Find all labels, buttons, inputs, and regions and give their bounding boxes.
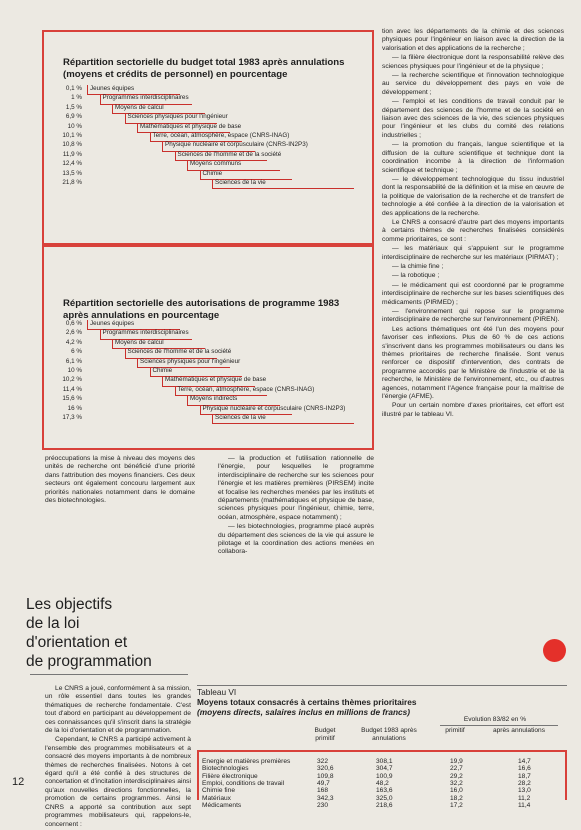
programme-label-8: Moyens indirects xyxy=(190,395,238,403)
table-cell-b83: 304,7 xyxy=(376,765,393,773)
rightcol-paragraph: Les actions thématiques ont été l'un des moyens pour favoriser ces inflexions. Plus de 60 % de ces actions s'inscrivent dans les programmes mobilisateurs ou dans les thèmes prioritaires de recherche finalisée. Sont venus renforcer ce dispositif d'intervention, des contrats de programme accordés par le Ministère de l'industrie et de la recherche, le Ministère de l'environnement, etc., ou d'autres agences, notamment l'Agence française pour la maîtrise de l'énergie (AFME). xyxy=(382,325,564,401)
table-cell-theme: Energie et matières premières xyxy=(202,758,291,765)
budget-pct-4: 10 % xyxy=(67,122,82,130)
rightcol-paragraph: — les matériaux qui s'appuient sur le programme interdisciplinaire de recherche sur les matériaux (PIRMAT) ; xyxy=(382,245,564,261)
table-cell-b83: 325,0 xyxy=(376,794,393,802)
budget-step-riser-3 xyxy=(125,113,126,122)
programme-pct-1: 2,6 % xyxy=(65,329,82,337)
budget-label-1: Programmes interdisciplinaires xyxy=(102,94,189,102)
leftcol-paragraph: Le CNRS a joué, conformément à sa mission, un rôle essentiel dans toutes les grandes thématiques de recherche fondamentale. C'est tout d'abord en participant au développement de ces connaissances qu'il s'inscrit dans la stratégie de la loi d'orientation et de programmation. xyxy=(45,685,191,735)
programme-step-riser-5 xyxy=(150,367,151,376)
table-cell-theme: Biotechnologies xyxy=(202,765,249,773)
decorative-red-dot xyxy=(543,639,566,662)
rightcol-paragraph: Pour un certain nombre d'axes prioritaires, cet effort est illustré par le tableau VI. xyxy=(382,402,564,418)
programme-label-10: Sciences de la vie xyxy=(215,414,266,421)
table-cell-ea: 11,4 xyxy=(518,801,531,809)
programme-pct-9: 16 % xyxy=(67,404,82,412)
evolution-header: Evolution 83/82 en % xyxy=(463,716,527,723)
table-cell-bp: 230 xyxy=(317,801,329,809)
budget-pct-2: 1,5 % xyxy=(65,103,82,111)
budget-label-8: Moyens communs xyxy=(190,160,242,168)
table-cell-theme: Matériaux xyxy=(202,794,231,802)
budget-pct-6: 10,8 % xyxy=(62,141,82,149)
budget-label-0: Jeunes équipes xyxy=(90,85,135,92)
heading-line: de la loi xyxy=(26,615,80,632)
table-cell-b83: 308,1 xyxy=(376,758,393,765)
programme-label-4: Sciences physiques pour l'ingénieur xyxy=(140,357,241,365)
leftcol-paragraph: Cependant, le CNRS a participé activement à l'ensemble des programmes mobilisateurs et a consacré des moyens importants à de nombreux thèmes de recherches finalisées. Notons à cet égard qu'il a été confié à des structures de concertation et d'incitation interdisciplinaires ainsi qu'aux nouvelles directions fonctionnelles, la promotion de certains programmes. Ainsi le CNRS a apporté sa contribution aux sept programmes mobilisateurs qui, rappelons-le, concernent : xyxy=(45,736,191,828)
budget-chart-staircase xyxy=(52,85,372,198)
budget-pct-1: 1 % xyxy=(71,94,82,102)
budget-label-6: Physique nucléaire et corpusculaire (CNRS-IN2P3) xyxy=(165,141,308,149)
table-cell-ea: 28,2 xyxy=(518,779,531,787)
budget-label-3: Sciences physiques pour l'ingénieur xyxy=(127,113,228,121)
programme-step-riser-7 xyxy=(175,386,176,395)
budget-chart-title: Répartition sectorielle du budget total 1983 après annulations (moyens et crédits de personnel) en pourcentage xyxy=(63,57,345,80)
rightcol-paragraph: — la robotique ; xyxy=(392,272,440,280)
rightcol-paragraph: — le développement technologique du tissu industriel dont la responsabilité de la définition et la mise en œuvre de la politique de valorisation de la recherche et de transfert de technologie a été confiée à la direction de la valorisation et des applications de la recherche. xyxy=(382,175,564,217)
rightcol-paragraph: — la promotion du français, langue scientifique et la diffusion de la culture scientifique et technique dont la coordination incombe à la direction de l'information scientifique et technique ; xyxy=(382,141,564,174)
col-apres-annulations: après annulations xyxy=(492,727,546,734)
programme-pct-8: 15,6 % xyxy=(62,395,82,403)
table-cell-b83: 48,2 xyxy=(376,779,389,787)
table-cell-theme: Chimie fine xyxy=(202,787,235,795)
programme-step-riser-10 xyxy=(212,414,213,423)
heading-line: Les objectifs xyxy=(26,596,113,613)
programme-step-tread-10 xyxy=(212,423,354,424)
table-cell-bp: 322 xyxy=(317,758,329,765)
table-cell-ep: 19,9 xyxy=(450,758,463,765)
mid-center-text-column xyxy=(218,455,374,558)
left-text-column xyxy=(45,685,191,830)
programme-label-3: Sciences de l'homme et de la société xyxy=(127,348,232,356)
budget-pct-8: 12,4 % xyxy=(62,160,82,168)
programme-chart-title: Répartition sectorielle des autorisations de programme 1983 après annulations en pourcentage xyxy=(63,298,340,321)
budget-step-riser-6 xyxy=(162,141,163,150)
table-top-rule xyxy=(197,685,567,686)
table-cell-ea: 18,7 xyxy=(518,772,531,780)
rightcol-paragraph: — l'environnement qui repose sur le programme interdisciplinaire de recherche sur l'environnement (PIREN). xyxy=(382,308,564,324)
table-cell-ep: 22,7 xyxy=(450,765,463,773)
programme-pct-7: 11,4 % xyxy=(62,385,82,393)
budget-pct-10: 21,8 % xyxy=(62,179,82,186)
table-cell-bp: 49,7 xyxy=(317,779,330,787)
midcenter-paragraph: — la production et l'utilisation rationnelle de l'énergie, pour lesquelles le programme interdisciplinaire de recherche sur les sciences pour l'énergie et les matières premières (PIRSEM) incite et focalise les recherches menées par les instituts et départements (mathématiques et physique de base, sciences physiques pour l'ingénieur, chimie, terre, océan, atmosphère, espace notamment) ; xyxy=(218,455,374,521)
budget-step-tread-10 xyxy=(212,188,354,189)
table-row xyxy=(200,802,560,810)
rightcol-paragraph: — la chimie fine ; xyxy=(392,262,444,270)
programme-chart-staircase xyxy=(52,320,372,433)
heading-line: de programmation xyxy=(26,653,152,670)
budget-step-riser-5 xyxy=(150,132,151,141)
budget-step-riser-9 xyxy=(200,170,201,179)
heading-line: d'orientation et xyxy=(26,634,128,651)
programme-step-riser-9 xyxy=(200,405,201,414)
programme-label-6: Mathématiques et physique de base xyxy=(165,376,267,384)
table-cell-ep: 32,2 xyxy=(450,779,463,787)
table-cell-bp: 320,6 xyxy=(317,765,334,773)
table-cell-ep: 17,2 xyxy=(450,801,463,809)
midleft-paragraph: préoccupations la mise à niveau des moyens des unités de recherche ont bénéficié d'une priorité dans l'attribution des moyens financiers. Ces deux secteurs ont également concouru largement aux priorités nationales notamment dans le domaine des biotechnologies. xyxy=(45,455,195,505)
budget-step-riser-1 xyxy=(100,94,101,103)
col-budget-1983: Budget 1983 après annulations xyxy=(361,727,417,742)
programme-step-riser-3 xyxy=(125,348,126,357)
table-cell-bp: 342,3 xyxy=(317,794,334,802)
rightcol-paragraph: — le médicament qui est coordonné par le programme interdisciplinaire de recherche sur les bases scientifiques des médicaments (PIRMED) ; xyxy=(382,281,564,306)
table-cell-bp: 168 xyxy=(317,787,329,795)
table-cell-b83: 163,6 xyxy=(376,787,393,795)
table-cell-ep: 16,0 xyxy=(450,787,463,795)
budget-label-10: Sciences de la vie xyxy=(215,179,266,186)
table-cell-ea: 16,6 xyxy=(518,765,531,773)
programme-pct-0: 0,6 % xyxy=(65,320,82,327)
budget-step-riser-4 xyxy=(137,123,138,132)
rightcol-paragraph: — la recherche scientifique et l'innovation technologique au service du développement des pays en voie de développement ; xyxy=(382,72,564,96)
table-cell-theme: Emploi, conditions de travail xyxy=(202,779,285,787)
budget-label-4: Mathématiques et physique de base xyxy=(140,122,242,130)
mid-left-text-column xyxy=(45,455,195,506)
programme-label-9: Physique nucléaire et corpusculaire (CNRS-IN2P3) xyxy=(202,404,346,412)
rightcol-paragraph: — l'emploi et les conditions de travail conduit par le département des sciences de l'homme et de la société en liaison avec des sciences de la vie, des sciences physiques pour l'ingénieur et les clubs du comité des relations industrielles ; xyxy=(382,98,564,139)
col-budget-primitif: Budget primitif xyxy=(314,727,336,742)
programme-label-2: Moyens de calcul xyxy=(115,338,164,346)
programme-step-riser-4 xyxy=(137,358,138,367)
right-text-column xyxy=(382,28,564,420)
budget-label-5: Terre, océan, atmosphère, espace (CNRS-INAG) xyxy=(152,132,290,139)
budget-label-2: Moyens de calcul xyxy=(115,103,164,111)
table-subtitle: (moyens directs, salaires inclus en millions de francs) xyxy=(197,707,411,717)
programme-label-0: Jeunes équipes xyxy=(90,320,135,327)
budget-pct-0: 0,1 % xyxy=(65,85,82,92)
table-cell-ep: 29,2 xyxy=(450,772,463,780)
programme-pct-6: 10,2 % xyxy=(62,376,82,384)
programme-pct-3: 6 % xyxy=(71,348,82,356)
programme-step-riser-0 xyxy=(87,320,88,329)
budget-label-9: Chimie xyxy=(202,169,223,177)
budget-step-riser-2 xyxy=(112,104,113,113)
table-title: Moyens totaux consacrés à certains thèmes prioritaires xyxy=(197,697,417,707)
table-cell-theme: Médicaments xyxy=(202,801,242,809)
table-cell-ea: 13,0 xyxy=(518,787,531,795)
budget-pct-7: 11,9 % xyxy=(62,150,82,158)
rightcol-paragraph: — la filière électronique dont la responsabilité relève des sciences physiques pour l'ingénieur et de la physique ; xyxy=(382,54,564,70)
budget-step-riser-10 xyxy=(212,179,213,188)
heading-divider xyxy=(30,674,188,675)
programme-label-7: Terre, océan, atmosphère, espace (CNRS-INAG) xyxy=(177,385,315,393)
programme-pct-2: 4,2 % xyxy=(65,338,82,346)
rightcol-paragraph: Le CNRS a consacré d'autre part des moyens importants à certains thèmes de recherches finalisées considérés comme prioritaires, ce sont : xyxy=(382,218,564,243)
table-cell-ea: 14,7 xyxy=(518,758,531,765)
table-cell-b83: 100,9 xyxy=(376,772,393,780)
table-label: Tableau VI xyxy=(197,687,237,697)
programme-step-riser-2 xyxy=(112,339,113,348)
table-title-block xyxy=(197,687,567,717)
budget-step-riser-0 xyxy=(87,85,88,94)
col-primitif: primitif xyxy=(445,727,465,734)
section-heading xyxy=(26,595,186,671)
budget-label-7: Sciences de l'homme et de la société xyxy=(177,150,282,158)
programme-step-riser-8 xyxy=(187,395,188,404)
table-cell-ea: 11,2 xyxy=(518,794,531,802)
programme-step-riser-6 xyxy=(162,376,163,385)
table-cell-theme: Filière électronique xyxy=(202,772,258,780)
page-number: 12 xyxy=(12,776,25,788)
rightcol-paragraph: tion avec les départements de la chimie et des sciences physiques pour l'ingénieur en liaison avec la direction de la valorisation et des applications de la recherche ; xyxy=(382,28,564,52)
table-cell-ep: 18,2 xyxy=(450,794,463,802)
programme-step-riser-1 xyxy=(100,329,101,338)
budget-pct-5: 10,1 % xyxy=(62,132,82,139)
programme-pct-10: 17,3 % xyxy=(62,414,82,421)
budget-step-riser-7 xyxy=(175,151,176,160)
midcenter-paragraph: — les biotechnologies, programme placé auprès du département des sciences de la vie qui assure le pilotage et la coordination des actions menées en collabora- xyxy=(218,523,374,556)
programme-pct-4: 6,1 % xyxy=(65,357,82,365)
budget-pct-9: 13,5 % xyxy=(62,169,82,177)
evolution-rule xyxy=(440,725,558,726)
table-cell-b83: 218,6 xyxy=(376,801,393,809)
budget-pct-3: 6,9 % xyxy=(65,113,82,121)
programme-label-5: Chimie xyxy=(152,367,173,374)
programme-pct-5: 10 % xyxy=(67,367,82,374)
budget-step-riser-8 xyxy=(187,160,188,169)
table-cell-bp: 109,8 xyxy=(317,772,334,780)
programme-label-1: Programmes interdisciplinaires xyxy=(102,329,189,337)
